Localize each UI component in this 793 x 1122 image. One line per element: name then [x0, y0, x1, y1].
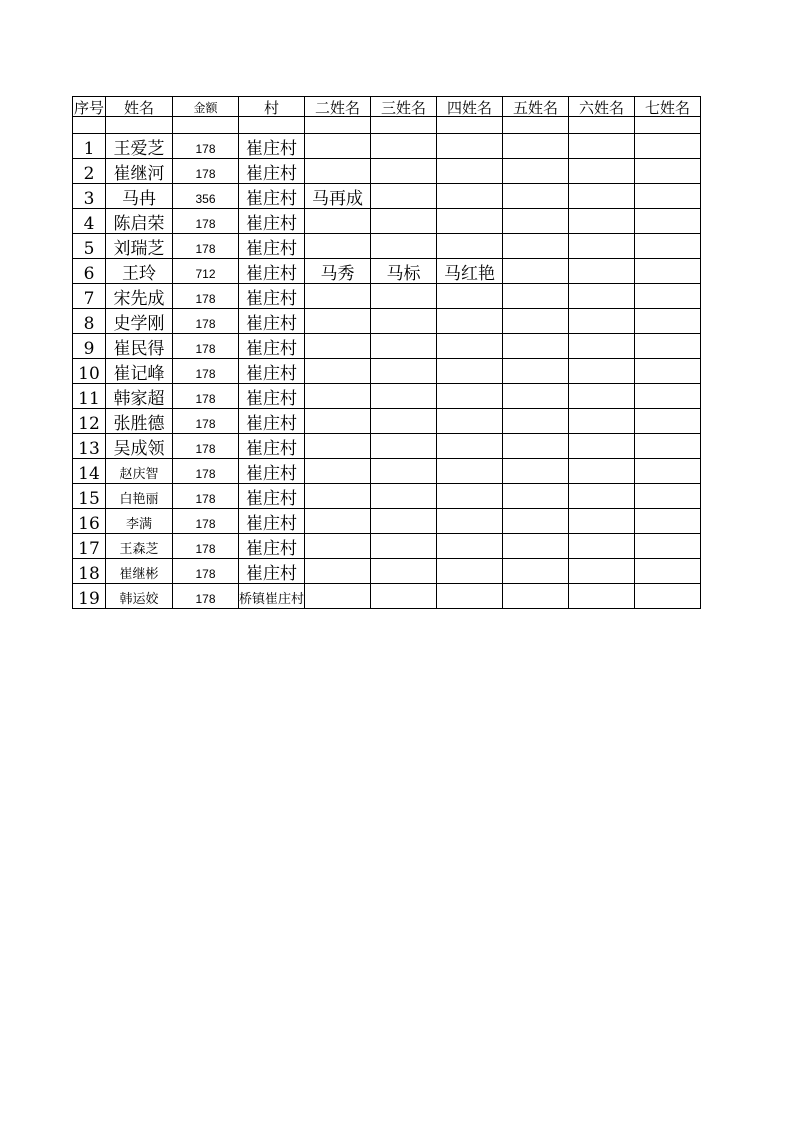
name2-cell [305, 209, 371, 234]
table-row [73, 334, 701, 359]
name3-cell [371, 559, 437, 584]
name6-cell [569, 484, 635, 509]
name7-cell [635, 384, 701, 409]
name-cell: 王爱芝 [106, 134, 173, 159]
seq-cell: 6 [73, 259, 106, 284]
seq-cell: 18 [73, 559, 106, 584]
name2-cell [305, 159, 371, 184]
name2-cell [305, 134, 371, 159]
seq-cell: 5 [73, 234, 106, 259]
name6-cell [569, 284, 635, 309]
name2-cell [305, 409, 371, 434]
amount-cell: 178 [173, 484, 239, 509]
name6-cell [569, 509, 635, 534]
name7-cell [635, 184, 701, 209]
name3-cell [371, 384, 437, 409]
village-cell: 崔庄村 [239, 409, 305, 434]
name4-cell [437, 234, 503, 259]
name4-cell [437, 559, 503, 584]
name2-cell [305, 384, 371, 409]
name2-cell [305, 484, 371, 509]
name2-cell [305, 459, 371, 484]
header-name3: 三姓名 [371, 97, 437, 117]
name3-cell [371, 234, 437, 259]
name7-cell [635, 309, 701, 334]
amount-cell: 178 [173, 234, 239, 259]
name6-cell [569, 559, 635, 584]
village-cell: 崔庄村 [239, 559, 305, 584]
blank-cell [73, 117, 106, 134]
header-village: 村 [239, 97, 305, 117]
name3-cell [371, 434, 437, 459]
name6-cell [569, 459, 635, 484]
name4-cell [437, 184, 503, 209]
name7-cell [635, 334, 701, 359]
name-cell: 白艳丽 [106, 484, 173, 509]
table-row [73, 534, 701, 559]
seq-cell: 11 [73, 384, 106, 409]
name6-cell [569, 234, 635, 259]
seq-cell: 19 [73, 584, 106, 609]
name7-cell [635, 234, 701, 259]
header-name: 姓名 [106, 97, 173, 117]
table-row [73, 309, 701, 334]
name3-cell [371, 334, 437, 359]
header-seq: 序号 [73, 97, 106, 117]
name5-cell [503, 334, 569, 359]
seq-cell: 15 [73, 484, 106, 509]
name7-cell [635, 509, 701, 534]
name2-cell [305, 584, 371, 609]
village-cell: 崔庄村 [239, 534, 305, 559]
name2-cell [305, 509, 371, 534]
name5-cell [503, 509, 569, 534]
village-cell: 崔庄村 [239, 384, 305, 409]
name6-cell [569, 534, 635, 559]
table-row [73, 134, 701, 159]
village-cell: 崔庄村 [239, 159, 305, 184]
name6-cell [569, 184, 635, 209]
seq-cell: 7 [73, 284, 106, 309]
name5-cell [503, 584, 569, 609]
amount-cell: 356 [173, 184, 239, 209]
amount-cell: 178 [173, 334, 239, 359]
name6-cell [569, 159, 635, 184]
village-cell: 崔庄村 [239, 309, 305, 334]
name-cell: 赵庆智 [106, 459, 173, 484]
name2-cell [305, 559, 371, 584]
name2-cell: 马再成 [305, 184, 371, 209]
header-row [73, 97, 701, 117]
name7-cell [635, 484, 701, 509]
amount-cell: 178 [173, 384, 239, 409]
name4-cell: 马红艳 [437, 259, 503, 284]
blank-cell [569, 117, 635, 134]
header-name5: 五姓名 [503, 97, 569, 117]
name6-cell [569, 409, 635, 434]
name3-cell [371, 509, 437, 534]
name-cell: 宋先成 [106, 284, 173, 309]
blank-cell [239, 117, 305, 134]
name7-cell [635, 159, 701, 184]
name7-cell [635, 284, 701, 309]
blank-cell [635, 117, 701, 134]
header-name4: 四姓名 [437, 97, 503, 117]
village-cell: 崔庄村 [239, 134, 305, 159]
name6-cell [569, 134, 635, 159]
name4-cell [437, 209, 503, 234]
name4-cell [437, 434, 503, 459]
table-row [73, 559, 701, 584]
amount-cell: 178 [173, 434, 239, 459]
name-cell: 崔继河 [106, 159, 173, 184]
name7-cell [635, 409, 701, 434]
name7-cell [635, 134, 701, 159]
table-row [73, 159, 701, 184]
name3-cell [371, 309, 437, 334]
name3-cell [371, 134, 437, 159]
seq-cell: 17 [73, 534, 106, 559]
name3-cell [371, 284, 437, 309]
table-row [73, 359, 701, 384]
name6-cell [569, 209, 635, 234]
name4-cell [437, 384, 503, 409]
name4-cell [437, 159, 503, 184]
amount-cell: 178 [173, 209, 239, 234]
amount-cell: 178 [173, 409, 239, 434]
header-name6: 六姓名 [569, 97, 635, 117]
name6-cell [569, 259, 635, 284]
name3-cell [371, 359, 437, 384]
name7-cell [635, 259, 701, 284]
name4-cell [437, 534, 503, 559]
name4-cell [437, 459, 503, 484]
table-row [73, 184, 701, 209]
village-cell: 崔庄村 [239, 209, 305, 234]
name3-cell [371, 584, 437, 609]
amount-cell: 178 [173, 309, 239, 334]
village-cell: 崔庄村 [239, 484, 305, 509]
name7-cell [635, 359, 701, 384]
name6-cell [569, 434, 635, 459]
name6-cell [569, 359, 635, 384]
name3-cell: 马标 [371, 259, 437, 284]
name5-cell [503, 284, 569, 309]
name3-cell [371, 534, 437, 559]
name4-cell [437, 359, 503, 384]
name5-cell [503, 259, 569, 284]
name-cell: 王玲 [106, 259, 173, 284]
name5-cell [503, 384, 569, 409]
table-row [73, 384, 701, 409]
village-cell: 崔庄村 [239, 509, 305, 534]
seq-cell: 2 [73, 159, 106, 184]
name5-cell [503, 159, 569, 184]
name4-cell [437, 409, 503, 434]
name6-cell [569, 309, 635, 334]
village-cell: 崔庄村 [239, 259, 305, 284]
header-name2: 二姓名 [305, 97, 371, 117]
name-cell: 史学刚 [106, 309, 173, 334]
name4-cell [437, 484, 503, 509]
name5-cell [503, 134, 569, 159]
blank-cell [305, 117, 371, 134]
blank-cell [106, 117, 173, 134]
header-amount: 金额 [173, 97, 239, 117]
table-row [73, 584, 701, 609]
name-cell: 崔记峰 [106, 359, 173, 384]
seq-cell: 4 [73, 209, 106, 234]
name4-cell [437, 334, 503, 359]
name7-cell [635, 534, 701, 559]
blank-cell [503, 117, 569, 134]
village-cell: 崔庄村 [239, 434, 305, 459]
amount-cell: 178 [173, 559, 239, 584]
table-row [73, 209, 701, 234]
name4-cell [437, 584, 503, 609]
name6-cell [569, 384, 635, 409]
village-cell: 桥镇崔庄村 [239, 584, 305, 609]
name3-cell [371, 159, 437, 184]
seq-cell: 13 [73, 434, 106, 459]
table-row [73, 259, 701, 284]
name6-cell [569, 584, 635, 609]
amount-cell: 712 [173, 259, 239, 284]
name7-cell [635, 434, 701, 459]
amount-cell: 178 [173, 284, 239, 309]
seq-cell: 1 [73, 134, 106, 159]
village-cell: 崔庄村 [239, 184, 305, 209]
table-row [73, 409, 701, 434]
name-cell: 张胜德 [106, 409, 173, 434]
name-cell: 马冉 [106, 184, 173, 209]
name5-cell [503, 559, 569, 584]
name-cell: 韩运姣 [106, 584, 173, 609]
roster-table [72, 96, 701, 609]
name2-cell: 马秀 [305, 259, 371, 284]
blank-cell [371, 117, 437, 134]
seq-cell: 16 [73, 509, 106, 534]
seq-cell: 8 [73, 309, 106, 334]
name7-cell [635, 584, 701, 609]
name5-cell [503, 209, 569, 234]
amount-cell: 178 [173, 584, 239, 609]
name3-cell [371, 484, 437, 509]
name5-cell [503, 434, 569, 459]
table-row [73, 484, 701, 509]
table-row [73, 509, 701, 534]
blank-cell [437, 117, 503, 134]
name4-cell [437, 134, 503, 159]
name3-cell [371, 209, 437, 234]
name-cell: 李满 [106, 509, 173, 534]
name3-cell [371, 409, 437, 434]
name4-cell [437, 509, 503, 534]
amount-cell: 178 [173, 134, 239, 159]
village-cell: 崔庄村 [239, 359, 305, 384]
amount-cell: 178 [173, 534, 239, 559]
village-cell: 崔庄村 [239, 284, 305, 309]
name3-cell [371, 459, 437, 484]
name2-cell [305, 359, 371, 384]
name4-cell [437, 284, 503, 309]
name5-cell [503, 184, 569, 209]
amount-cell: 178 [173, 459, 239, 484]
name2-cell [305, 534, 371, 559]
seq-cell: 14 [73, 459, 106, 484]
name2-cell [305, 284, 371, 309]
blank-row [73, 117, 701, 134]
name-cell: 王森芝 [106, 534, 173, 559]
name5-cell [503, 359, 569, 384]
village-cell: 崔庄村 [239, 459, 305, 484]
name5-cell [503, 459, 569, 484]
blank-cell [173, 117, 239, 134]
name3-cell [371, 184, 437, 209]
header-name7: 七姓名 [635, 97, 701, 117]
name-cell: 崔继彬 [106, 559, 173, 584]
name4-cell [437, 309, 503, 334]
amount-cell: 178 [173, 359, 239, 384]
name2-cell [305, 434, 371, 459]
name2-cell [305, 234, 371, 259]
name2-cell [305, 309, 371, 334]
name-cell: 吴成领 [106, 434, 173, 459]
table-row [73, 434, 701, 459]
amount-cell: 178 [173, 159, 239, 184]
name7-cell [635, 559, 701, 584]
table-row [73, 284, 701, 309]
seq-cell: 12 [73, 409, 106, 434]
table-row [73, 234, 701, 259]
village-cell: 崔庄村 [239, 334, 305, 359]
seq-cell: 10 [73, 359, 106, 384]
village-cell: 崔庄村 [239, 234, 305, 259]
name6-cell [569, 334, 635, 359]
name7-cell [635, 459, 701, 484]
name5-cell [503, 234, 569, 259]
name5-cell [503, 409, 569, 434]
name5-cell [503, 534, 569, 559]
name-cell: 韩家超 [106, 384, 173, 409]
name5-cell [503, 484, 569, 509]
name-cell: 陈启荣 [106, 209, 173, 234]
seq-cell: 3 [73, 184, 106, 209]
name-cell: 刘瑞芝 [106, 234, 173, 259]
seq-cell: 9 [73, 334, 106, 359]
name5-cell [503, 309, 569, 334]
table-row [73, 459, 701, 484]
name2-cell [305, 334, 371, 359]
name-cell: 崔民得 [106, 334, 173, 359]
name7-cell [635, 209, 701, 234]
amount-cell: 178 [173, 509, 239, 534]
